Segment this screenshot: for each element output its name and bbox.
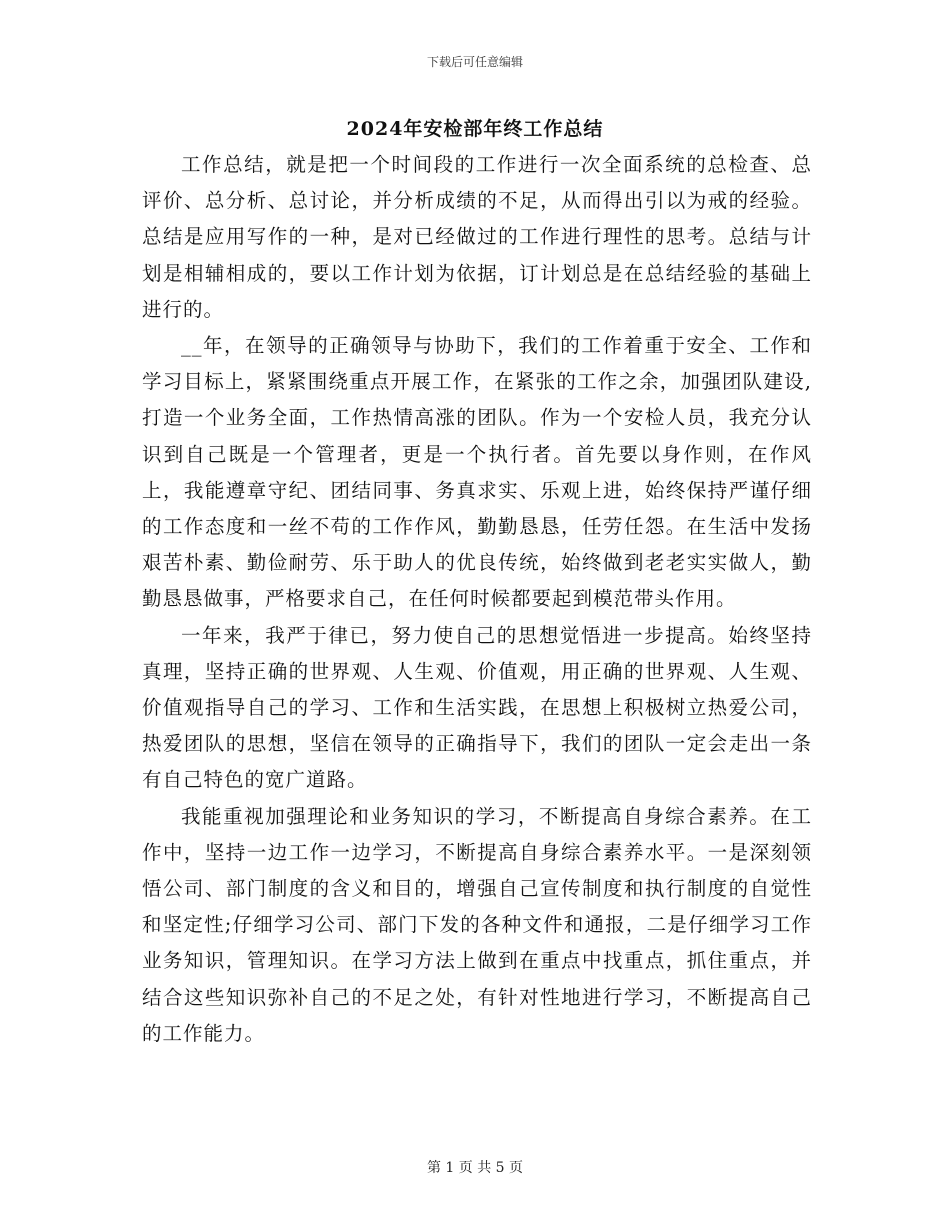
paragraph-intro: 工作总结，就是把一个时间段的工作进行一次全面系统的总检查、总评价、总分析、总讨论，并分析成绩的不足，从而得出引以为戒的经验。总结是应用写作的一种，是对已经做过的工作进行理性的思考。总结与计划是相辅相成的，要以工作计划为依据，订计划总是在总结经验的基础上进行的。 xyxy=(142,153,812,321)
paragraph-work-focus: __年，在领导的正确领导与协助下，我们的工作着重于安全、工作和学习目标上，紧紧围绕重点开展工作，在紧张的工作之余，加强团队建设,打造一个业务全面，工作热情高涨的团队。作为一个安检人员，我充分认识到自己既是一个管理者，更是一个执行者。首先要以身作则，在作风上，我能遵章守纪、团结同事、务真求实、乐观上进，始终保持严谨仔细的工作态度和一丝不苟的工作作风，勤勤恳恳，任劳任怨。在生活中发扬艰苦朴素、勤俭耐劳、乐于助人的优良传统，始终做到老老实实做人，勤勤恳恳做事，严格要求自己，在任何时候都要起到模范带头作用。 xyxy=(142,334,812,611)
page-number: 第 1 页 共 5 页 xyxy=(426,1160,524,1176)
document-title: 2024年安检部年终工作总结 xyxy=(346,118,604,140)
document-body xyxy=(142,147,812,1052)
page-header-note: 下载后可任意编辑 xyxy=(426,55,523,69)
paragraph-study: 我能重视加强理论和业务知识的学习，不断提高自身综合素养。在工作中，坚持一边工作一边学习，不断提高自身综合素养水平。一是深刻领悟公司、部门制度的含义和目的，增强自己宣传制度和执行制度的自觉性和坚定性;仔细学习公司、部门下发的各种文件和通报，二是仔细学习工作业务知识，管理知识。在学习方法上做到在重点中找重点，抓住重点，并结合这些知识弥补自己的不足之处，有针对性地进行学习，不断提高自己的工作能力。 xyxy=(142,804,812,1045)
paragraph-self-discipline: 一年来，我严于律已，努力使自己的思想觉悟进一步提高。始终坚持真理，坚持正确的世界观、人生观、价值观，用正确的世界观、人生观、价值观指导自己的学习、工作和生活实践，在思想上积极树立热爱公司，热爱团队的思想，坚信在领导的正确指导下，我们的团队一定会走出一条有自己特色的宽广道路。 xyxy=(142,623,812,792)
